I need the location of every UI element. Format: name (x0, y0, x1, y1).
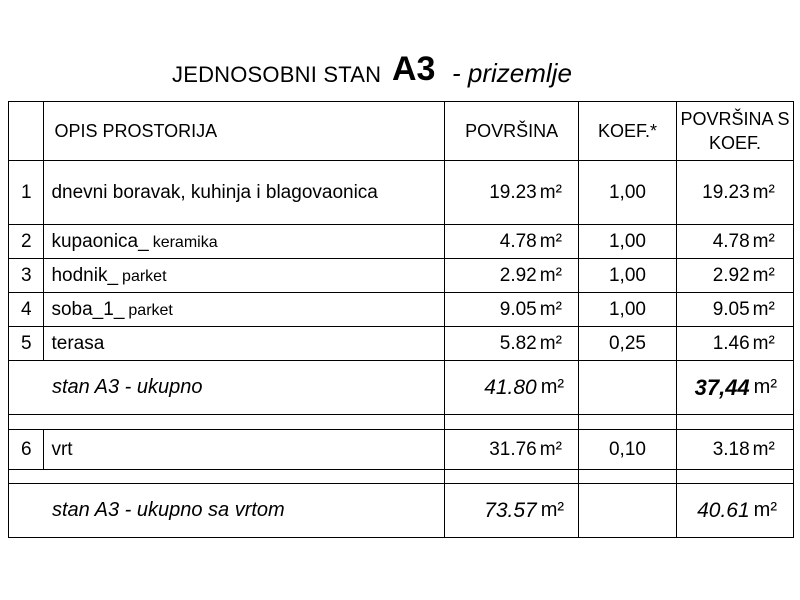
unit-label: m² (539, 259, 579, 293)
table-row (9, 430, 794, 470)
table-header-row (9, 102, 794, 161)
unit-label: m² (539, 161, 579, 225)
unit-label: m² (752, 484, 794, 538)
subtotal-coefficient-empty (578, 361, 676, 415)
unit-label: m² (539, 361, 579, 415)
room-floor-note: parket (122, 267, 167, 285)
room-area: 5.82 (445, 327, 539, 361)
room-coefficient: 0,25 (578, 327, 676, 361)
table-row (9, 293, 794, 327)
room-number: 3 (9, 259, 44, 293)
unit-label: m² (752, 293, 794, 327)
unit-label: m² (752, 327, 794, 361)
table-row (9, 225, 794, 259)
unit-label: m² (539, 484, 579, 538)
table-row (9, 161, 794, 225)
title-floor: - prizemlje (452, 58, 572, 88)
room-name-cell (44, 225, 445, 259)
room-area-coef: 4.78 (677, 225, 752, 259)
room-name: soba_1_ (51, 298, 125, 320)
room-floor-note: parket (128, 301, 173, 319)
table-row (9, 259, 794, 293)
header-area-coef-line1: POVRŠINA S (680, 109, 790, 129)
spacer-row (9, 415, 794, 430)
unit-label: m² (752, 361, 794, 415)
room-area-coef: 19.23 (677, 161, 752, 225)
room-area-coef: 1.46 (677, 327, 752, 361)
spacer-row (9, 470, 794, 484)
room-area-coef: 9.05 (677, 293, 752, 327)
title-main: JEDNOSOBNI STAN (172, 62, 382, 87)
room-name: terasa (44, 327, 445, 361)
total-row (9, 484, 794, 538)
garden-number: 6 (9, 430, 44, 470)
unit-label: m² (752, 259, 794, 293)
room-name-cell (44, 293, 445, 327)
unit-label: m² (539, 225, 579, 259)
total-label: stan A3 - ukupno sa vrtom (9, 484, 445, 538)
header-area: POVRŠINA (445, 102, 579, 161)
room-coefficient: 1,00 (578, 259, 676, 293)
room-name: kupaonica_ (51, 230, 149, 252)
room-floor-note: keramika (152, 233, 218, 251)
title-apartment-code: A3 (392, 50, 436, 88)
room-coefficient: 1,00 (578, 161, 676, 225)
garden-coefficient: 0,10 (578, 430, 676, 470)
document-title (0, 46, 800, 96)
room-area-table (8, 101, 794, 538)
unit-label: m² (539, 327, 579, 361)
total-area-coef: 40.61 (677, 484, 752, 538)
room-area: 19.23 (445, 161, 539, 225)
room-coefficient: 1,00 (578, 293, 676, 327)
unit-label: m² (752, 430, 794, 470)
room-number: 5 (9, 327, 44, 361)
unit-label: m² (539, 430, 579, 470)
room-coefficient: 1,00 (578, 225, 676, 259)
table-row (9, 327, 794, 361)
room-number: 2 (9, 225, 44, 259)
garden-name: vrt (44, 430, 445, 470)
room-area: 2.92 (445, 259, 539, 293)
garden-area: 31.76 (445, 430, 539, 470)
header-area-with-coefficient (677, 102, 794, 161)
room-area: 4.78 (445, 225, 539, 259)
total-area: 73.57 (445, 484, 539, 538)
room-number: 1 (9, 161, 44, 225)
garden-area-coef: 3.18 (677, 430, 752, 470)
unit-label: m² (752, 225, 794, 259)
subtotal-area: 41.80 (445, 361, 539, 415)
room-area-coef: 2.92 (677, 259, 752, 293)
subtotal-area-coef: 37,44 (677, 361, 752, 415)
room-number: 4 (9, 293, 44, 327)
room-name: hodnik_ (51, 264, 119, 286)
subtotal-label: stan A3 - ukupno (9, 361, 445, 415)
subtotal-row (9, 361, 794, 415)
room-name: dnevni boravak, kuhinja i blagovaonica (44, 161, 445, 225)
room-area: 9.05 (445, 293, 539, 327)
header-coefficient: KOEF.* (578, 102, 676, 161)
unit-label: m² (539, 293, 579, 327)
unit-label: m² (752, 161, 794, 225)
header-num (9, 102, 44, 161)
room-name-cell (44, 259, 445, 293)
header-area-coef-line2: KOEF. (709, 133, 762, 153)
header-room-description: OPIS PROSTORIJA (44, 102, 445, 161)
total-coefficient-empty (578, 484, 676, 538)
